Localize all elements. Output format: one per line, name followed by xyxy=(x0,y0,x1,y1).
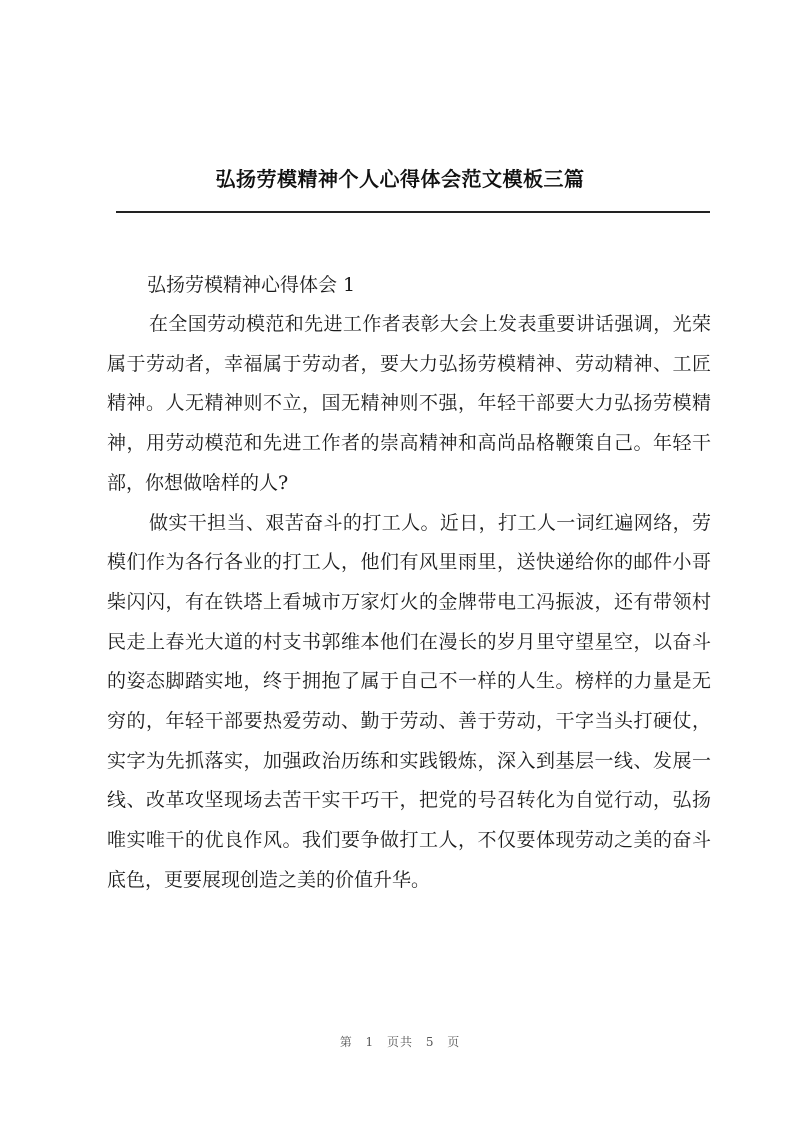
title-divider xyxy=(116,211,710,213)
paragraph-1: 在全国劳动模范和先进工作者表彰大会上发表重要讲话强调，光荣属于劳动者，幸福属于劳动者，要大力弘扬劳模精神、劳动精神、工匠精神。人无精神则不立，国无精神则不强，年轻干部要大力弘扬劳模精神，用劳动模范和先进工作者的崇高精神和高尚品格鞭策自己。年轻干部，你想做啥样的人? xyxy=(107,313,711,494)
page-number-footer: 第 1 页共 5 页 xyxy=(339,1035,461,1049)
paragraph-2: 做实干担当、艰苦奋斗的打工人。近日，打工人一词红遍网络，劳模们作为各行各业的打工人，他们有风里雨里，送快递给你的邮件小哥柴闪闪，有在铁塔上看城市万家灯火的金牌带电工冯振波，还有带领村民走上春光大道的村支书郭维本他们在漫长的岁月里守望星空，以奋斗的姿态脚踏实地，终于拥抱了属于自己不一样的人生。榜样的力量是无穷的，年轻干部要热爱劳动、勤于劳动、善于劳动，干字当头打硬仗，实字为先抓落实，加强政治历练和实践锻炼，深入到基层一线、发展一线、改革攻坚现场去苦干实干巧干，把党的号召转化为自觉行动，弘扬唯实唯干的优良作风。我们要争做打工人，不仅要体现劳动之美的奋斗底色，更要展现创造之美的价值升华。 xyxy=(107,511,711,891)
document-title: 弘扬劳模精神个人心得体会范文模板三篇 xyxy=(215,167,585,191)
section-heading: 弘扬劳模精神心得体会 1 xyxy=(147,274,356,296)
document-body xyxy=(107,266,711,901)
